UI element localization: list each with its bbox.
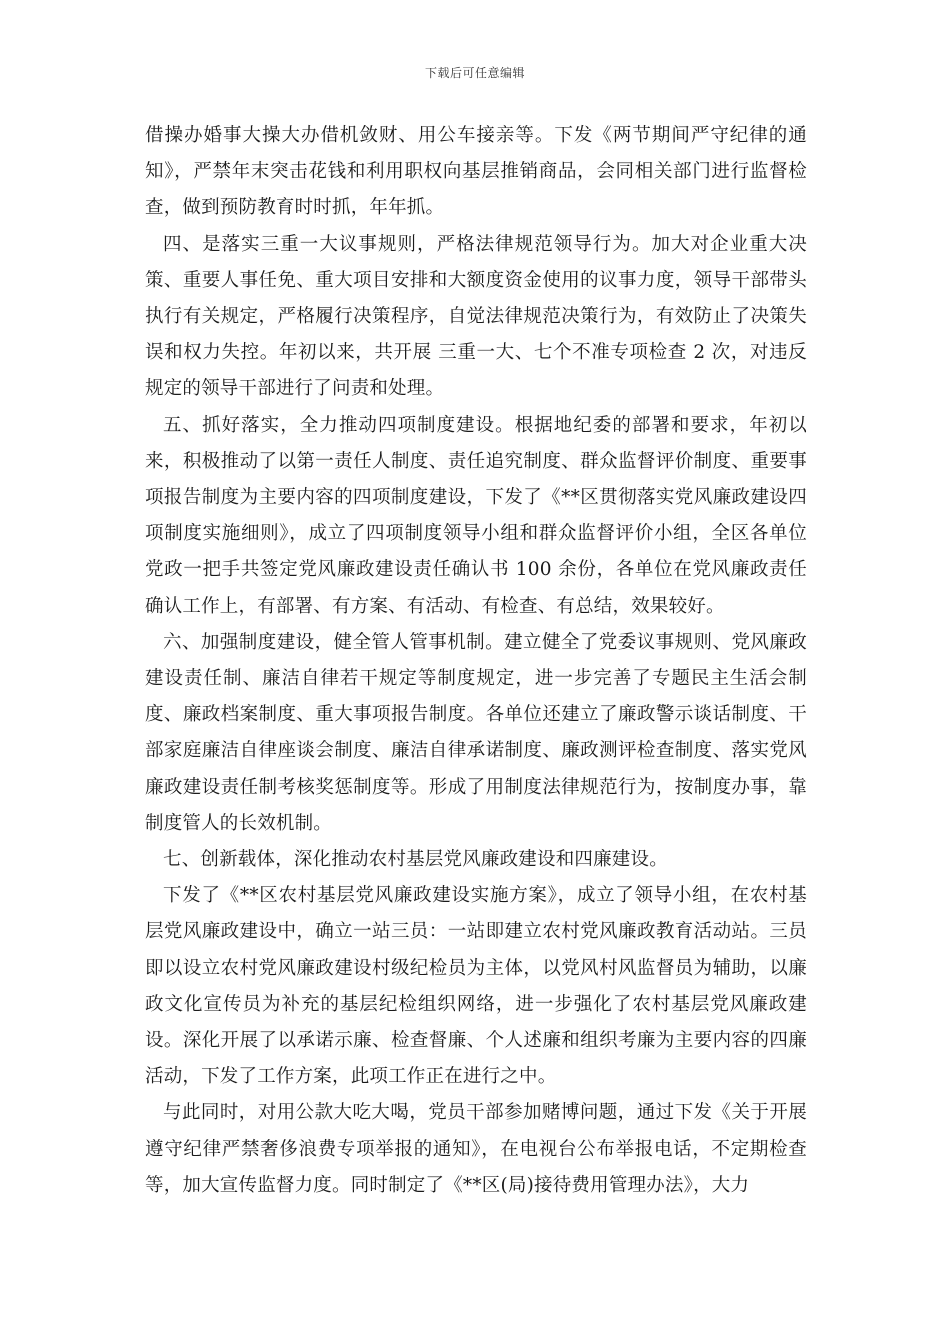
document-body <box>145 118 807 1204</box>
paragraph-4: 六、加强制度建设，健全管人管事机制。建立健全了党委议事规则、党风廉政建设责任制、廉洁自律若干规定等制度规定，进一步完善了专题民主生活会制度、廉政档案制度、重大事项报告制度。各单位还建立了廉政警示谈话制度、干部家庭廉洁自律座谈会制度、廉洁自律承诺制度、廉政测评检查制度、落实党风廉政建设责任制考核奖惩制度等。形成了用制度法律规范行为，按制度办事，靠制度管人的长效机制。 <box>145 631 807 834</box>
paragraph-6: 下发了《**区农村基层党风廉政建设实施方案》，成立了领导小组，在农村基层党风廉政建设中，确立一站三员：一站即建立农村党风廉政教育活动站。三员即以设立农村党风廉政建设村级纪检员为主体，以党风村风监督员为辅助，以廉政文化宣传员为补充的基层纪检组织网络，进一步强化了农村基层党风廉政建设。深化开展了以承诺示廉、检查督廉、个人述廉和组织考廉为主要内容的四廉活动，下发了工作方案，此项工作正在进行之中。 <box>145 885 807 1088</box>
paragraph-2: 四、是落实三重一大议事规则，严格法律规范领导行为。加大对企业重大决策、重要人事任免、重大项目安排和大额度资金使用的议事力度，领导干部带头执行有关规定，严格履行决策程序，自觉法律规范决策行为，有效防止了决策失误和权力失控。年初以来，共开展 三重一大、七个不准专项检查 2 次，对违反规定的领导干部进行了问责和处理。 <box>145 233 807 400</box>
paragraph-1: 借操办婚事大操大办借机敛财、用公车接亲等。下发《两节期间严守纪律的通知》，严禁年末突击花钱和利用职权向基层推销商品，会同相关部门进行监督检查，做到预防教育时时抓，年年抓。 <box>145 125 807 219</box>
paragraph-3: 五、抓好落实，全力推动四项制度建设。根据地纪委的部署和要求，年初以来，积极推动了以第一责任人制度、责任追究制度、群众监督评价制度、重要事项报告制度为主要内容的四项制度建设，下发了《**区贯彻落实党风廉政建设四项制度实施细则》，成立了四项制度领导小组和群众监督评价小组，全区各单位党政一把手共签定党风廉政建设责任确认书 100 余份，各单位在党风廉政责任确认工作上，有部署、有方案、有活动、有检查、有总结，效果较好。 <box>145 414 807 617</box>
paragraph-5: 七、创新载体，深化推动农村基层党风廉政建设和四廉建设。 <box>163 849 668 871</box>
paragraph-7: 与此同时，对用公款大吃大喝，党员干部参加赌博问题，通过下发《关于开展遵守纪律严禁奢侈浪费专项举报的通知》，在电视台公布举报电话，不定期检查等，加大宣传监督力度。同时制定了《**区(局)接待费用管理办法》，大力 <box>145 1102 807 1196</box>
page-header: 下载后可任意编辑 <box>424 66 525 80</box>
